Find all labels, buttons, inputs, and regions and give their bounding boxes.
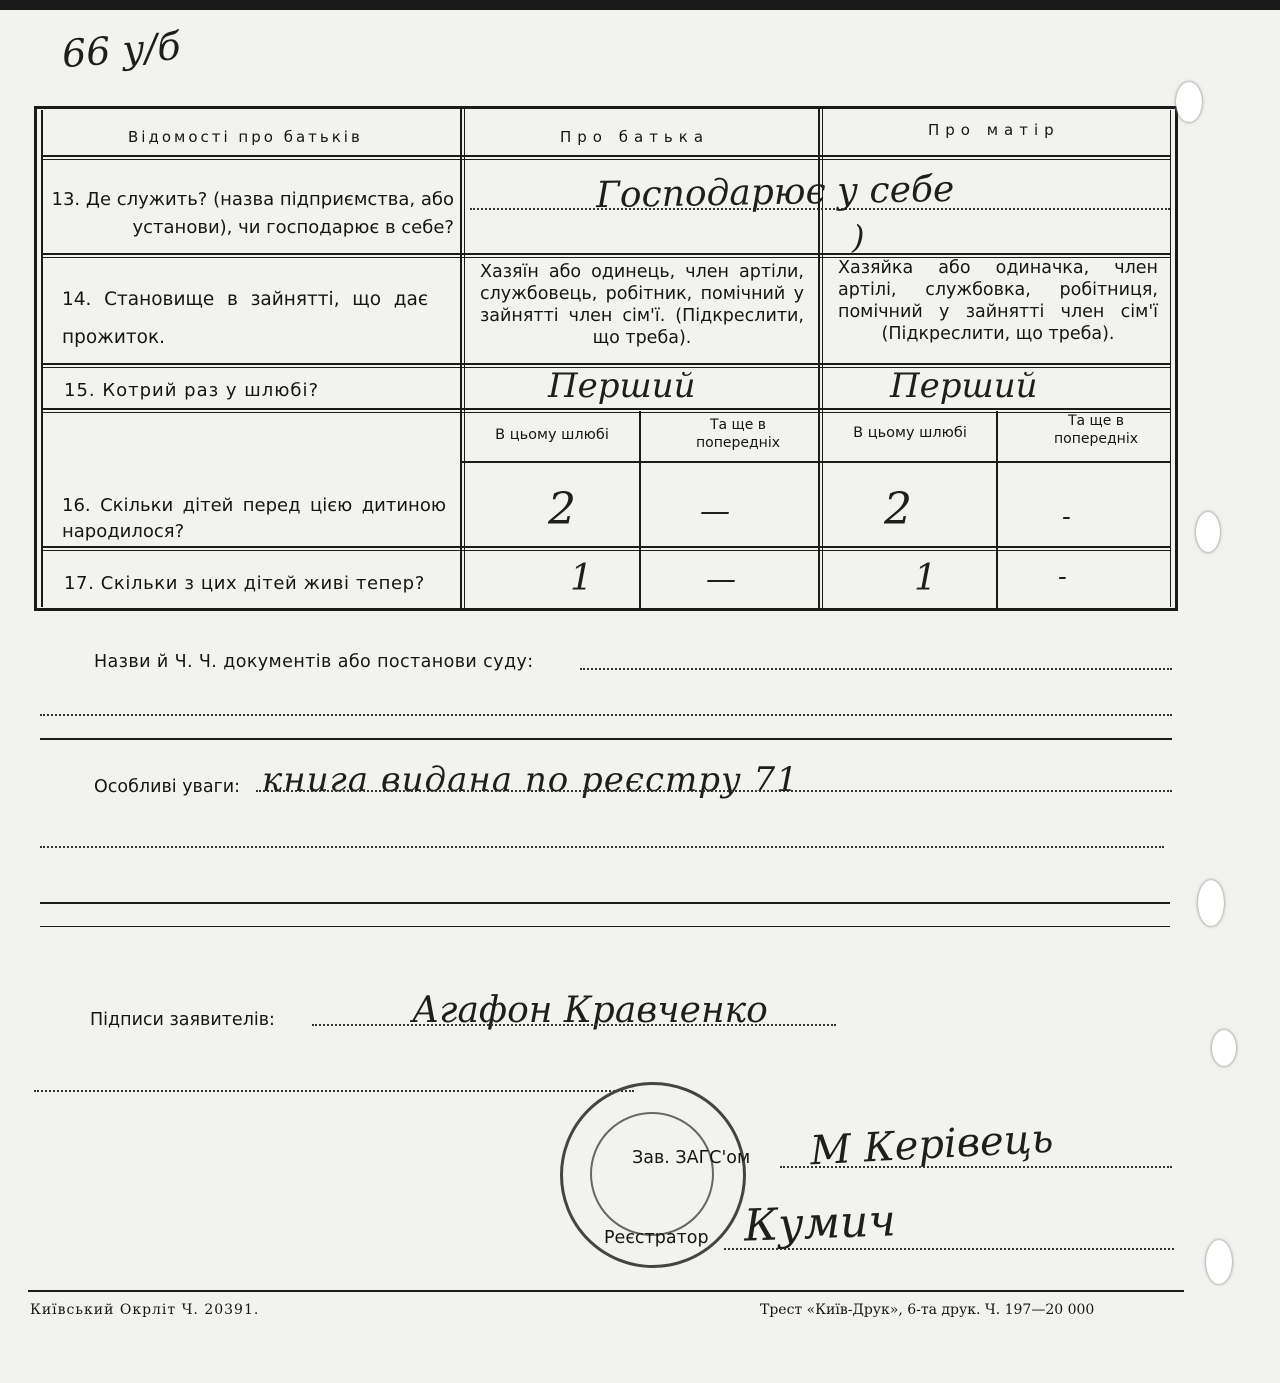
row-13-mother-value: ) xyxy=(852,218,865,256)
row-13-father-value: Господарює у себе xyxy=(595,168,955,217)
subheader-father-this: В цьому шлюбі xyxy=(495,427,609,443)
signatures-label: Підписи заявителів: xyxy=(90,1010,275,1030)
row-16-label: 16. Скільки дітей перед цією дитиною народилося? xyxy=(62,495,446,542)
row-14-label: 14. Становище в зайнятті, що дає прожиток. xyxy=(62,289,428,348)
registrar-signature: Кумич xyxy=(743,1195,897,1252)
row-17-label: 17. Скільки з цих дітей живі тепер? xyxy=(64,573,425,594)
documents-label: Назви й Ч. Ч. документів або постанови суду: xyxy=(94,652,534,672)
row-17-father-this: 1 xyxy=(570,558,593,599)
row-17-mother-this: 1 xyxy=(914,558,937,599)
row-13-label: 13. Де служить? (назва підприємства, або установи), чи господарює в себе? xyxy=(51,189,454,238)
row-17-mother-prev: - xyxy=(1058,562,1067,592)
subheader-mother-this: В цьому шлюбі xyxy=(853,425,967,441)
footer-left: Київський Окрліт Ч. 20391. xyxy=(30,1302,260,1318)
row-17-father-prev: — xyxy=(706,562,736,597)
head-label: Зав. ЗАГС'ом xyxy=(632,1148,751,1168)
row-14-mother-options: Хазяйка або одиначка, член артілі, службовка, робітниця, помічний у зайнятті член сім'ї (Підкреслити, що треба). xyxy=(838,258,1158,344)
corner-note: 66 у/б xyxy=(60,23,182,77)
row-16-mother-prev: - xyxy=(1062,502,1071,532)
registrar-label: Реєстратор xyxy=(604,1228,709,1248)
remarks-value: книга видана по реєстру 71 xyxy=(262,760,799,800)
remarks-label: Особливі уваги: xyxy=(94,777,241,797)
row-15-father-value: Перший xyxy=(548,366,696,406)
binding-hole xyxy=(1176,82,1202,122)
binding-hole xyxy=(1206,1240,1232,1284)
binding-hole xyxy=(1196,512,1220,552)
binding-hole xyxy=(1212,1030,1236,1066)
row-16-father-prev: — xyxy=(700,494,730,529)
signatures-value: Агафон Кравченко xyxy=(412,990,768,1031)
row-16-father-this: 2 xyxy=(548,484,576,535)
header-info: Відомості про батьків xyxy=(128,128,363,146)
header-father: Про батька xyxy=(560,128,710,146)
footer-right: Трест «Київ-Друк», 6-та друк. Ч. 197—20 000 xyxy=(760,1302,1095,1318)
binding-hole xyxy=(1198,880,1224,926)
row-16-mother-this: 2 xyxy=(884,484,912,535)
row-15-mother-value: Перший xyxy=(890,366,1038,406)
subheader-mother-previous: Та ще в попередніх xyxy=(1054,413,1138,447)
header-mother: Про матір xyxy=(928,121,1060,139)
row-15-label: 15. Котрий раз у шлюбі? xyxy=(64,380,320,401)
documents-line xyxy=(580,668,1172,670)
subheader-father-previous: Та ще в попередніх xyxy=(696,417,780,451)
official-seal-inner xyxy=(590,1112,714,1236)
head-signature: М Керівець xyxy=(808,1115,1055,1175)
scan-top-edge xyxy=(0,0,1280,10)
row-14-father-options: Хазяїн або одинець, член артіли, службовець, робітник, помічний у зайнятті член сім'ї. (Підкреслити, що треба). xyxy=(480,262,804,348)
